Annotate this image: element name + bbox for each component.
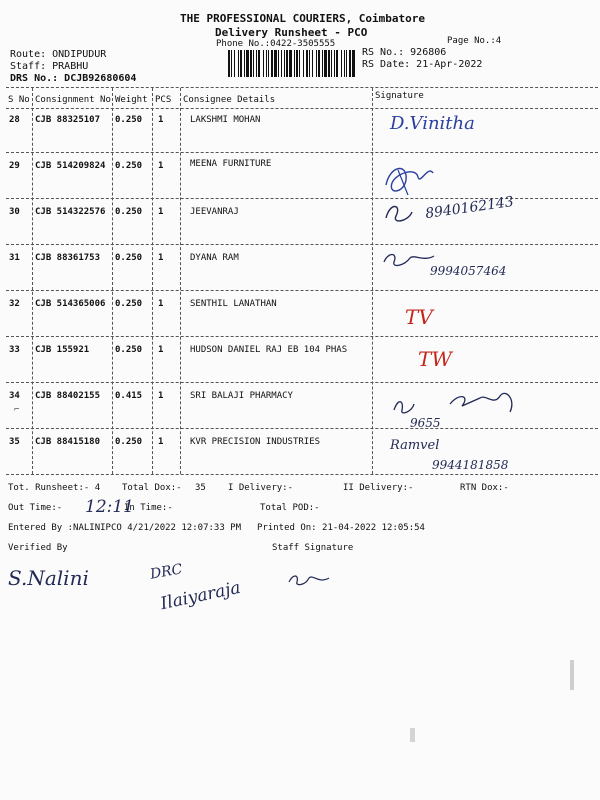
row-signature: TV	[405, 305, 433, 329]
page-number: Page No.:4	[447, 36, 502, 46]
route-label: Route: ONDIPUDUR	[10, 49, 107, 60]
col-divider	[180, 88, 181, 474]
barcode-bar	[331, 50, 332, 77]
row-signature-scribble	[380, 198, 420, 228]
barcode-bar	[328, 50, 330, 77]
row-rule	[6, 290, 598, 291]
barcode-bar	[289, 50, 292, 77]
staff-label: Staff: PRABHU	[10, 61, 89, 72]
col-consignment: Consignment No	[35, 95, 111, 105]
row-consignee: DYANA RAM	[190, 253, 239, 263]
drs-number: DRS No.: DCJB92680604	[10, 73, 137, 84]
row-consignee: JEEVANRAJ	[190, 207, 239, 217]
row-signature-phone: 9944181858	[432, 458, 509, 472]
table-top-rule	[6, 87, 598, 88]
table-header-rule	[6, 108, 598, 109]
scan-mark	[410, 728, 415, 742]
row-pcs: 1	[158, 345, 164, 355]
barcode-bar	[250, 50, 252, 77]
verifier-signature: S.Nalini	[8, 566, 89, 590]
row-signature: 9655	[410, 416, 441, 430]
barcode-bar	[234, 50, 235, 77]
barcode-bar	[278, 50, 279, 77]
document-title: Delivery Runsheet - PCO	[215, 26, 368, 39]
staff-signature-label: Staff Signature	[272, 543, 354, 553]
verified-by-label: Verified By	[8, 543, 68, 553]
row-consignment: CJB 514365006	[35, 299, 106, 309]
row-weight: 0.250	[115, 207, 143, 217]
rs-date: RS Date: 21-Apr-2022	[362, 59, 483, 70]
barcode-bar	[281, 50, 282, 77]
col-weight: Weight	[115, 95, 148, 105]
row-sno: 32	[9, 299, 20, 309]
row-pcs: 1	[158, 253, 164, 263]
row-consignment: CJB 88361753	[35, 253, 101, 263]
barcode-bar	[352, 50, 355, 77]
row-weight: 0.250	[115, 253, 143, 263]
row-consignment: CJB 514209824	[35, 161, 106, 171]
row-signature: 9994057464	[430, 264, 507, 278]
row-consignment: CJB 88415180	[35, 437, 101, 447]
row-consignment: CJB 88325107	[35, 115, 101, 125]
row-pcs: 1	[158, 207, 164, 217]
barcode-bar	[341, 50, 342, 77]
margin-mark: ⌐	[14, 405, 20, 415]
row-signature: Ramvel	[390, 438, 440, 453]
barcode-bar	[296, 50, 298, 77]
row-rule	[6, 244, 598, 245]
barcode-bar	[294, 50, 295, 77]
row-weight: 0.250	[115, 437, 143, 447]
col-divider	[152, 88, 153, 474]
barcode-bar	[306, 50, 308, 77]
staff-signature-scribble	[285, 570, 335, 590]
row-weight: 0.250	[115, 299, 143, 309]
row-signature: 8940162143	[424, 193, 515, 223]
col-signature: Signature	[375, 91, 424, 101]
barcode-bar	[274, 50, 277, 77]
col-consignee: Consignee Details	[183, 95, 276, 105]
total-runsheet: Tot. Runsheet:- 4	[8, 483, 101, 493]
col-divider	[372, 88, 373, 474]
rs-number: RS No.: 926806	[362, 47, 447, 58]
barcode-bar	[318, 50, 320, 77]
barcode-bar	[238, 50, 239, 77]
row-signature: TW	[418, 347, 452, 371]
barcode-bar	[336, 50, 338, 77]
barcode-bar	[334, 50, 335, 77]
row-pcs: 1	[158, 161, 164, 171]
total-dox-label: Total Dox:-	[122, 483, 182, 493]
barcode-bar	[349, 50, 351, 77]
first-delivery: I Delivery:-	[228, 483, 294, 493]
row-sno: 28	[9, 115, 20, 125]
out-time-value: 12:11	[85, 497, 134, 517]
row-consignee: KVR PRECISION INDUSTRIES	[190, 437, 321, 447]
col-divider	[32, 88, 33, 474]
row-weight: 0.250	[115, 161, 143, 171]
total-dox-value: 35	[195, 483, 206, 493]
row-sno: 29	[9, 161, 20, 171]
col-pcs: PCS	[155, 95, 172, 105]
row-pcs: 1	[158, 299, 164, 309]
row-consignee: MEENA FURNITURE	[190, 159, 272, 169]
barcode-bar	[246, 50, 249, 77]
scan-mark	[570, 660, 574, 690]
barcode-bar	[284, 50, 285, 77]
staff-signature: Ilaiyaraja	[158, 577, 243, 615]
barcode-bar	[253, 50, 254, 77]
barcode-bar	[258, 50, 260, 77]
barcode-bar	[244, 50, 245, 77]
barcode-bar	[228, 50, 230, 77]
table-bottom-rule	[6, 474, 598, 475]
staff-signature-initials: DRC	[148, 561, 184, 583]
total-pod-label: Total POD:-	[260, 503, 320, 513]
row-sno: 31	[9, 253, 20, 263]
col-divider	[112, 88, 113, 474]
barcode-bar	[299, 50, 300, 77]
row-sno: 33	[9, 345, 20, 355]
barcode-bar	[309, 50, 310, 77]
barcode-bar	[346, 50, 347, 77]
row-rule	[6, 428, 598, 429]
col-sno: S No	[8, 95, 30, 105]
barcode-bar	[312, 50, 313, 77]
entered-by: Entered By :NALINIPCO 4/21/2022 12:07:33 PM	[8, 523, 241, 533]
row-pcs: 1	[158, 115, 164, 125]
barcode-bar	[316, 50, 317, 77]
row-signature: D.Vinitha	[390, 113, 475, 134]
phone-number: Phone No.:0422-3505555	[216, 39, 336, 49]
row-consignment: CJB 155921	[35, 345, 90, 355]
row-pcs: 1	[158, 437, 164, 447]
barcode-bar	[303, 50, 304, 77]
barcode-bar	[256, 50, 257, 77]
row-sno: 34	[9, 391, 20, 401]
barcode-bar	[324, 50, 327, 77]
barcode-bar	[271, 50, 273, 77]
row-sno: 35	[9, 437, 20, 447]
row-weight: 0.250	[115, 345, 143, 355]
barcode-bar	[263, 50, 264, 77]
in-time-label: In Time:-	[124, 503, 173, 513]
barcode-bar	[322, 50, 323, 77]
row-rule	[6, 336, 598, 337]
barcode-bar	[240, 50, 242, 77]
row-consignee: SRI BALAJI PHARMACY	[190, 391, 293, 401]
printed-on: Printed On: 21-04-2022 12:05:54	[257, 523, 425, 533]
row-consignee: HUDSON DANIEL RAJ EB 104 PHAS	[190, 345, 348, 355]
barcode-bar	[286, 50, 288, 77]
row-rule	[6, 152, 598, 153]
row-consignee: SENTHIL LANATHAN	[190, 299, 277, 309]
row-rule	[6, 382, 598, 383]
second-delivery: II Delivery:-	[343, 483, 414, 493]
row-consignment: CJB 88402155	[35, 391, 101, 401]
out-time-label: Out Time:-	[8, 503, 63, 513]
row-pcs: 1	[158, 391, 164, 401]
row-weight: 0.415	[115, 391, 143, 401]
barcode-bar	[344, 50, 345, 77]
return-dox: RTN Dox:-	[460, 483, 509, 493]
barcode-bar	[266, 50, 267, 77]
row-signature-scribble	[378, 155, 448, 200]
company-name: THE PROFESSIONAL COURIERS, Coimbatore	[180, 12, 426, 25]
barcode-bar	[268, 50, 269, 77]
barcode-bar	[231, 50, 232, 77]
row-sno: 30	[9, 207, 20, 217]
row-consignee: LAKSHMI MOHAN	[190, 115, 261, 125]
row-weight: 0.250	[115, 115, 143, 125]
barcode	[228, 50, 356, 77]
row-consignment: CJB 514322576	[35, 207, 106, 217]
